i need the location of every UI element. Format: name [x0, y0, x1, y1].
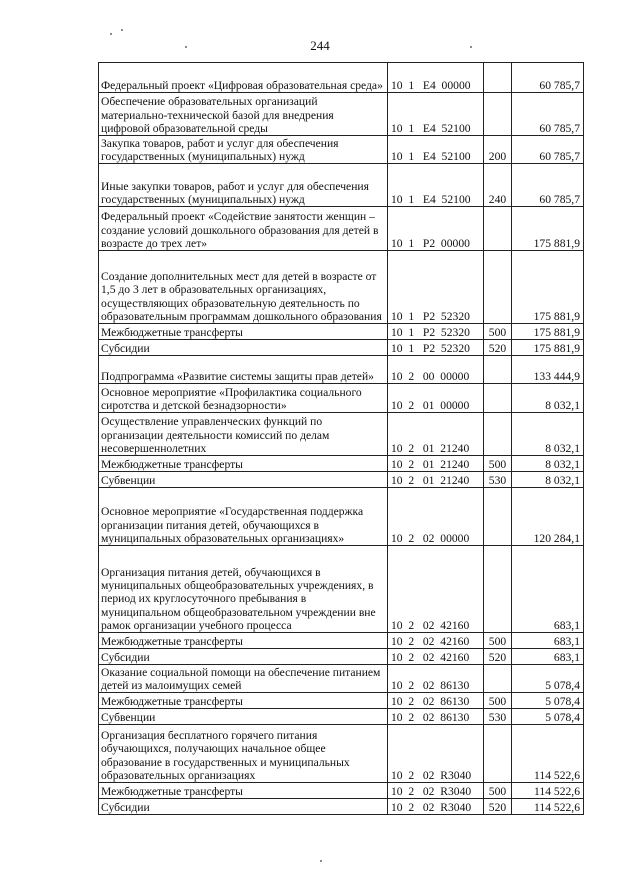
- row-name: Федеральный проект «Цифровая образовательная среда»: [99, 63, 388, 93]
- row-amount: 120 284,1: [512, 488, 584, 546]
- table-body: [99, 63, 584, 815]
- row-amount: 8 032,1: [512, 456, 584, 472]
- scan-speck: [185, 46, 187, 48]
- row-code: 10 2 01 21240: [388, 413, 484, 456]
- table-row: [99, 709, 584, 725]
- scan-speck: [470, 46, 472, 48]
- row-code: 10 1 E4 52100: [388, 136, 484, 164]
- table-row: [99, 472, 584, 488]
- row-name: Субвенции: [99, 709, 388, 725]
- table-row: [99, 725, 584, 783]
- row-amount: 8 032,1: [512, 413, 584, 456]
- row-code: 10 2 02 42160: [388, 633, 484, 649]
- row-expense-type: [484, 725, 512, 783]
- scan-speck: [121, 29, 123, 31]
- row-code: 10 2 01 00000: [388, 384, 484, 413]
- table-row: [99, 799, 584, 815]
- row-amount: 114 522,6: [512, 783, 584, 799]
- table-row: [99, 456, 584, 472]
- page-number: 244: [310, 38, 330, 53]
- row-expense-type: 500: [484, 633, 512, 649]
- row-name: Межбюджетные трансферты: [99, 456, 388, 472]
- row-name: Обеспечение образовательных организаций материально-технической базой для внедрения цифровой образовательной среды: [99, 93, 388, 136]
- row-amount: 5 078,4: [512, 665, 584, 693]
- table-row: [99, 413, 584, 456]
- table-row: [99, 340, 584, 356]
- row-expense-type: [484, 356, 512, 384]
- row-expense-type: [484, 384, 512, 413]
- row-name: Оказание социальной помощи на обеспечение питанием детей из малоимущих семей: [99, 665, 388, 693]
- scan-speck: [110, 33, 112, 35]
- table-row: [99, 356, 584, 384]
- row-name: Основное мероприятие «Государственная поддержка организации питания детей, обучающихся в муниципальных образовательных организациях»: [99, 488, 388, 546]
- row-code: 10 1 P2 52320: [388, 340, 484, 356]
- row-name: Закупка товаров, работ и услуг для обеспечения государственных (муниципальных) нужд: [99, 136, 388, 164]
- row-code: 10 1 E4 52100: [388, 164, 484, 207]
- row-expense-type: [484, 207, 512, 251]
- table-row: [99, 324, 584, 340]
- row-expense-type: 520: [484, 799, 512, 815]
- row-amount: 60 785,7: [512, 63, 584, 93]
- scan-speck: [320, 860, 322, 862]
- row-name: Субсидии: [99, 799, 388, 815]
- row-name: Основное мероприятие «Профилактика социального сиротства и детской безнадзорности»: [99, 384, 388, 413]
- row-expense-type: [484, 665, 512, 693]
- row-name: Подпрограмма «Развитие системы защиты прав детей»: [99, 356, 388, 384]
- row-expense-type: 520: [484, 649, 512, 665]
- row-expense-type: 500: [484, 324, 512, 340]
- row-amount: 5 078,4: [512, 709, 584, 725]
- row-amount: 683,1: [512, 546, 584, 633]
- row-name: Субсидии: [99, 340, 388, 356]
- budget-table: [98, 62, 584, 815]
- table-row: [99, 693, 584, 709]
- table-row: [99, 384, 584, 413]
- row-code: 10 2 02 86130: [388, 665, 484, 693]
- row-expense-type: 520: [484, 340, 512, 356]
- row-expense-type: [484, 413, 512, 456]
- row-amount: 175 881,9: [512, 340, 584, 356]
- row-expense-type: 240: [484, 164, 512, 207]
- row-amount: 114 522,6: [512, 799, 584, 815]
- row-amount: 175 881,9: [512, 324, 584, 340]
- row-name: Создание дополнительных мест для детей в возрасте от 1,5 до 3 лет в образовательных организациях, осуществляющих образовательную деятельность по образовательным программам дошкольного образования: [99, 251, 388, 324]
- row-code: 10 1 P2 00000: [388, 207, 484, 251]
- row-amount: 60 785,7: [512, 136, 584, 164]
- table-row: [99, 207, 584, 251]
- row-amount: 8 032,1: [512, 472, 584, 488]
- row-code: 10 2 02 00000: [388, 488, 484, 546]
- row-name: Организация питания детей, обучающихся в муниципальных общеобразовательных учреждениях, в период их круглосуточного пребывания в муниципальном общеобразовательном учреждении вне рамок организации учебного процесса: [99, 546, 388, 633]
- row-expense-type: 500: [484, 456, 512, 472]
- row-code: 10 1 E4 52100: [388, 93, 484, 136]
- row-code: 10 2 02 86130: [388, 709, 484, 725]
- table-row: [99, 649, 584, 665]
- row-amount: 175 881,9: [512, 251, 584, 324]
- row-amount: 683,1: [512, 649, 584, 665]
- row-name: Межбюджетные трансферты: [99, 783, 388, 799]
- row-expense-type: [484, 488, 512, 546]
- row-code: 10 1 P2 52320: [388, 251, 484, 324]
- table-row: [99, 164, 584, 207]
- row-code: 10 2 02 42160: [388, 649, 484, 665]
- row-name: Межбюджетные трансферты: [99, 633, 388, 649]
- row-name: Иные закупки товаров, работ и услуг для обеспечения государственных (муниципальных) нужд: [99, 164, 388, 207]
- table-row: [99, 665, 584, 693]
- row-expense-type: [484, 546, 512, 633]
- row-amount: 60 785,7: [512, 164, 584, 207]
- row-expense-type: 500: [484, 783, 512, 799]
- table-row: [99, 63, 584, 93]
- row-expense-type: 530: [484, 709, 512, 725]
- row-amount: 175 881,9: [512, 207, 584, 251]
- row-code: 10 1 P2 52320: [388, 324, 484, 340]
- row-name: Организация бесплатного горячего питания обучающихся, получающих начальное общее образование в государственных и муниципальных образовательных организациях: [99, 725, 388, 783]
- row-expense-type: [484, 93, 512, 136]
- row-amount: 8 032,1: [512, 384, 584, 413]
- row-code: 10 2 02 R3040: [388, 799, 484, 815]
- row-code: 10 2 01 21240: [388, 456, 484, 472]
- table-row: [99, 251, 584, 324]
- table-row: [99, 783, 584, 799]
- row-name: Субвенции: [99, 472, 388, 488]
- row-expense-type: 500: [484, 693, 512, 709]
- row-name: Межбюджетные трансферты: [99, 693, 388, 709]
- row-expense-type: [484, 63, 512, 93]
- table-row: [99, 546, 584, 633]
- row-code: 10 2 00 00000: [388, 356, 484, 384]
- row-code: 10 1 E4 00000: [388, 63, 484, 93]
- table-row: [99, 136, 584, 164]
- table-row: [99, 93, 584, 136]
- row-expense-type: 530: [484, 472, 512, 488]
- row-name: Субсидии: [99, 649, 388, 665]
- row-amount: 683,1: [512, 633, 584, 649]
- row-name: Межбюджетные трансферты: [99, 324, 388, 340]
- table-row: [99, 633, 584, 649]
- row-amount: 5 078,4: [512, 693, 584, 709]
- row-code: 10 2 02 R3040: [388, 783, 484, 799]
- table-row: [99, 488, 584, 546]
- row-code: 10 2 02 R3040: [388, 725, 484, 783]
- row-amount: 114 522,6: [512, 725, 584, 783]
- row-code: 10 2 02 42160: [388, 546, 484, 633]
- row-code: 10 2 02 86130: [388, 693, 484, 709]
- row-code: 10 2 01 21240: [388, 472, 484, 488]
- row-name: Осуществление управленческих функций по организации деятельности комиссий по делам несовершеннолетних: [99, 413, 388, 456]
- row-amount: 60 785,7: [512, 93, 584, 136]
- row-expense-type: [484, 251, 512, 324]
- row-expense-type: 200: [484, 136, 512, 164]
- row-name: Федеральный проект «Содействие занятости женщин – создание условий дошкольного образования для детей в возрасте до трех лет»: [99, 207, 388, 251]
- row-amount: 133 444,9: [512, 356, 584, 384]
